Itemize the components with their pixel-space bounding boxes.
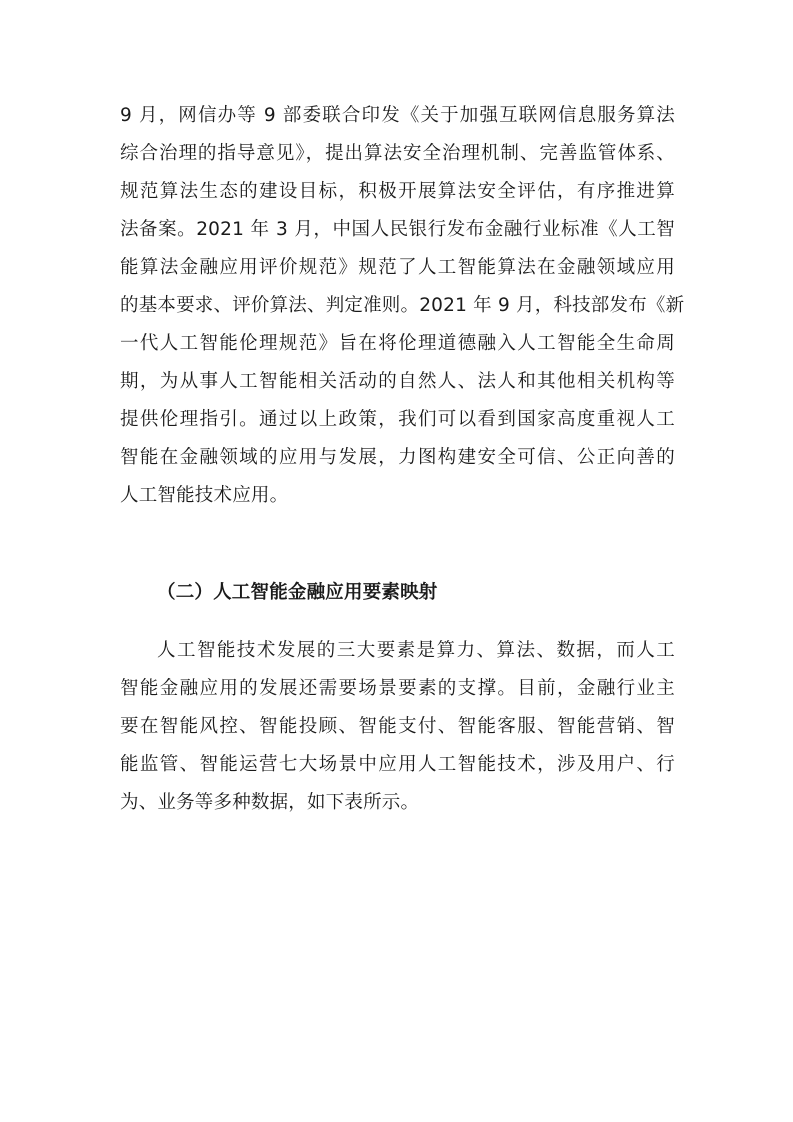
- text-line: 能监管、智能运营七大场景中应用人工智能技术，涉及用户、行: [120, 754, 675, 775]
- text-line: 智能在金融领域的应用与发展，力图构建安全可信、公正向善的: [120, 447, 675, 468]
- text-line: 综合治理的指导意见》，提出算法安全治理机制、完善监管体系、: [120, 143, 675, 164]
- text-line: 人工智能技术发展的三大要素是算力、算法、数据，而人工: [157, 640, 675, 661]
- text-line: 一代人工智能伦理规范》旨在将伦理道德融入人工智能全生命周: [120, 333, 675, 354]
- text-line: 期，为从事人工智能相关活动的自然人、法人和其他相关机构等: [120, 371, 675, 392]
- text-line: 能算法金融应用评价规范》规范了人工智能算法在金融领域应用: [120, 257, 675, 278]
- text-line: 智能金融应用的发展还需要场景要素的支撑。目前，金融行业主: [120, 678, 675, 699]
- text-line: 人工智能技术应用。: [120, 485, 289, 506]
- elements-paragraph: [120, 632, 675, 822]
- text-line: 法备案。2021 年 3 月，中国人民银行发布金融行业标准《人工智: [120, 219, 675, 240]
- text-line: 要在智能风控、智能投顾、智能支付、智能客服、智能营销、智: [120, 716, 675, 737]
- text-line: 的基本要求、评价算法、判定准则。2021 年 9 月，科技部发布《新: [120, 295, 685, 316]
- text-line: 为、业务等多种数据，如下表所示。: [120, 792, 420, 813]
- section-heading: （二）人工智能金融应用要素映射: [157, 582, 438, 603]
- text-line: 规范算法生态的建设目标，积极开展算法安全评估，有序推进算: [120, 181, 675, 202]
- text-line: 提供伦理指引。通过以上政策，我们可以看到国家高度重视人工: [120, 409, 675, 430]
- policy-paragraph: [120, 97, 685, 515]
- text-line: 9 月，网信办等 9 部委联合印发《关于加强互联网信息服务算法: [120, 105, 675, 126]
